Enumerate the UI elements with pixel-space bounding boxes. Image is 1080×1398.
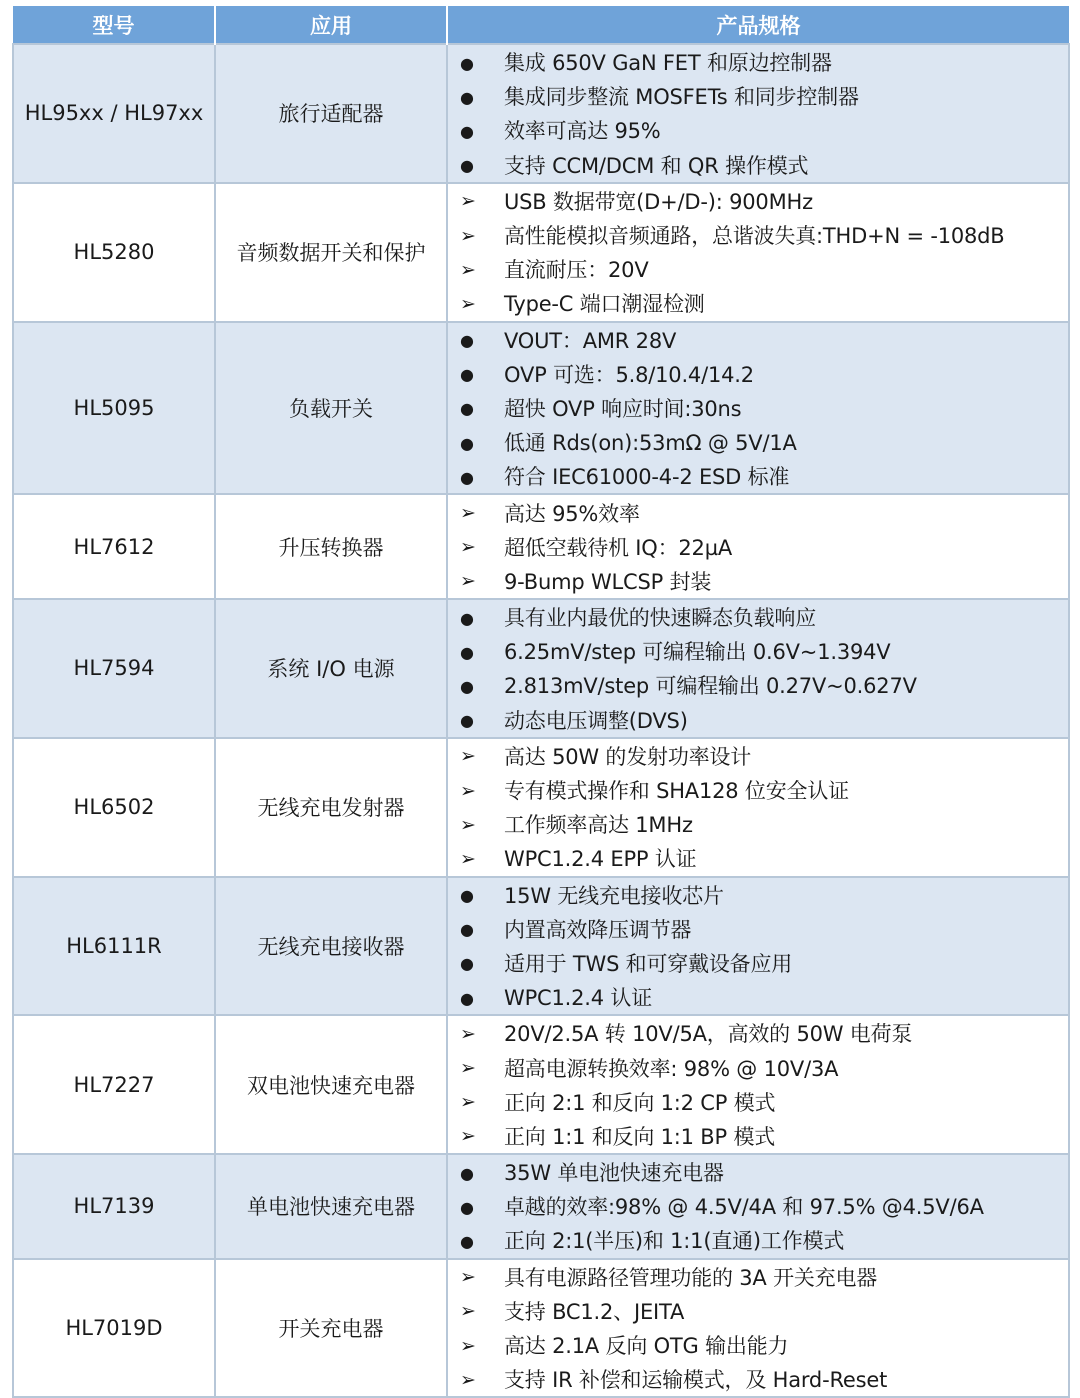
spec-text: 2.813mV/step 可编程输出 0.27V~0.627V	[504, 674, 917, 699]
arrow-bullet-icon	[448, 225, 504, 246]
spec-text: 6.25mV/step 可编程输出 0.6V~1.394V	[504, 640, 891, 665]
spec-text: 支持 CCM/DCM 和 QR 操作模式	[504, 153, 809, 178]
spec-text: 直流耐压：20V	[504, 258, 649, 283]
spec-item	[448, 1085, 1068, 1119]
application-cell: 升压转换器	[215, 494, 447, 599]
bullet-icon	[448, 952, 504, 973]
spec-text: WPC1.2.4 EPP 认证	[504, 847, 697, 872]
arrow-bullet-icon	[448, 1369, 504, 1390]
spec-text: WPC1.2.4 认证	[504, 986, 652, 1011]
spec-text: 35W 单电池快速充电器	[504, 1161, 724, 1186]
spec-text: 支持 BC1.2、JEITA	[504, 1299, 685, 1324]
table-row	[13, 877, 1069, 1016]
spec-item	[448, 878, 1068, 912]
table-row	[13, 494, 1069, 599]
spec-item	[448, 1362, 1068, 1396]
header-specs: 产品规格	[447, 6, 1069, 44]
bullet-icon	[448, 329, 504, 350]
bullet-icon	[448, 987, 504, 1008]
table-row	[13, 599, 1069, 738]
bullet-icon	[448, 1230, 504, 1251]
spec-text: 集成同步整流 MOSFETs 和同步控制器	[504, 85, 859, 110]
table-row	[13, 1154, 1069, 1259]
model-cell: HL95xx / HL97xx	[13, 44, 215, 183]
specs-cell	[447, 738, 1069, 877]
spec-text: 具有电源路径管理功能的 3A 开关充电器	[504, 1265, 878, 1290]
model-cell: HL7139	[13, 1154, 215, 1259]
spec-item	[448, 1016, 1068, 1050]
spec-item	[448, 807, 1068, 841]
spec-item	[448, 600, 1068, 634]
arrow-bullet-icon	[448, 1023, 504, 1044]
model-cell: HL7227	[13, 1015, 215, 1154]
arrow-bullet-icon	[448, 502, 504, 523]
bullet-icon	[448, 1162, 504, 1183]
spec-item	[448, 323, 1068, 357]
header-model: 型号	[13, 6, 215, 44]
spec-text: 效率可高达 95%	[504, 119, 661, 144]
arrow-bullet-icon	[448, 1335, 504, 1356]
model-cell: HL5095	[13, 322, 215, 495]
application-cell: 负载开关	[215, 322, 447, 495]
spec-text: 低通 Rds(on):53mΩ @ 5V/1A	[504, 431, 797, 456]
arrow-bullet-icon	[448, 848, 504, 869]
spec-item	[448, 148, 1068, 182]
spec-item	[448, 1223, 1068, 1257]
bullet-icon	[448, 432, 504, 453]
spec-text: 正向 2:1(半压)和 1:1(直通)工作模式	[504, 1229, 845, 1254]
arrow-bullet-icon	[448, 259, 504, 280]
spec-item	[448, 79, 1068, 113]
spec-text: 超低空载待机 IQ：22µA	[504, 535, 733, 560]
spec-item	[448, 1050, 1068, 1084]
bullet-icon	[448, 120, 504, 141]
header-row	[13, 6, 1069, 44]
spec-text: 高达 95%效率	[504, 501, 640, 526]
spec-text: 内置高效降压调节器	[504, 917, 692, 942]
spec-item	[448, 459, 1068, 493]
spec-item	[448, 391, 1068, 425]
specs-cell	[447, 877, 1069, 1016]
model-cell: HL6502	[13, 738, 215, 877]
specs-cell	[447, 44, 1069, 183]
spec-item	[448, 912, 1068, 946]
spec-text: 高性能模拟音频通路，总谐波失真:THD+N = -108dB	[504, 224, 1005, 249]
bullet-icon	[448, 154, 504, 175]
spec-item	[448, 425, 1068, 459]
spec-item	[448, 773, 1068, 807]
table-row	[13, 1015, 1069, 1154]
bullet-icon	[448, 363, 504, 384]
table-body	[13, 44, 1069, 1397]
arrow-bullet-icon	[448, 293, 504, 314]
arrow-bullet-icon	[448, 814, 504, 835]
spec-text: 正向 1:1 和反向 1:1 BP 模式	[504, 1124, 776, 1149]
spec-text: USB 数据带宽(D+/D-): 900MHz	[504, 189, 813, 214]
spec-item	[448, 980, 1068, 1014]
spec-text: OVP 可选：5.8/10.4/14.2	[504, 362, 754, 387]
spec-text: 专有模式操作和 SHA128 位安全认证	[504, 779, 849, 804]
spec-item	[448, 703, 1068, 737]
spec-item	[448, 634, 1068, 668]
bullet-icon	[448, 641, 504, 662]
spec-item	[448, 1328, 1068, 1362]
table-row	[13, 44, 1069, 183]
spec-text: 9-Bump WLCSP 封装	[504, 569, 712, 594]
application-cell: 双电池快速充电器	[215, 1015, 447, 1154]
specs-cell	[447, 322, 1069, 495]
spec-item	[448, 1189, 1068, 1223]
table-row	[13, 738, 1069, 877]
arrow-bullet-icon	[448, 570, 504, 591]
spec-item	[448, 252, 1068, 286]
arrow-bullet-icon	[448, 536, 504, 557]
product-table	[12, 6, 1070, 1398]
arrow-bullet-icon	[448, 780, 504, 801]
spec-item	[448, 218, 1068, 252]
bullet-icon	[448, 466, 504, 487]
model-cell: HL7019D	[13, 1259, 215, 1398]
spec-text: 20V/2.5A 转 10V/5A，高效的 50W 电荷泵	[504, 1022, 913, 1047]
spec-item	[448, 1260, 1068, 1294]
spec-text: 适用于 TWS 和可穿戴设备应用	[504, 951, 793, 976]
spec-text: 动态电压调整(DVS)	[504, 708, 688, 733]
bullet-icon	[448, 397, 504, 418]
application-cell: 单电池快速充电器	[215, 1154, 447, 1259]
specs-cell	[447, 1154, 1069, 1259]
model-cell: HL6111R	[13, 877, 215, 1016]
arrow-bullet-icon	[448, 1300, 504, 1321]
spec-item	[448, 668, 1068, 702]
spec-item	[448, 564, 1068, 598]
specs-cell	[447, 1015, 1069, 1154]
spec-text: 超高电源转换效率: 98% @ 10V/3A	[504, 1056, 839, 1081]
spec-item	[448, 495, 1068, 529]
spec-text: VOUT：AMR 28V	[504, 328, 677, 353]
arrow-bullet-icon	[448, 1125, 504, 1146]
bullet-icon	[448, 918, 504, 939]
spec-item	[448, 286, 1068, 320]
application-cell: 开关充电器	[215, 1259, 447, 1398]
spec-text: 工作频率高达 1MHz	[504, 813, 693, 838]
spec-item	[448, 184, 1068, 218]
specs-cell	[447, 183, 1069, 322]
spec-text: 支持 IR 补偿和运输模式，及 Hard-Reset	[504, 1368, 888, 1393]
spec-text: 卓越的效率:98% @ 4.5V/4A 和 97.5% @4.5V/6A	[504, 1195, 984, 1220]
bullet-icon	[448, 607, 504, 628]
specs-cell	[447, 1259, 1069, 1398]
spec-text: 集成 650V GaN FET 和原边控制器	[504, 51, 832, 76]
spec-item	[448, 739, 1068, 773]
spec-item	[448, 113, 1068, 147]
specs-cell	[447, 494, 1069, 599]
bullet-icon	[448, 709, 504, 730]
bullet-icon	[448, 675, 504, 696]
spec-text: 高达 50W 的发射功率设计	[504, 744, 752, 769]
model-cell: HL7612	[13, 494, 215, 599]
model-cell: HL7594	[13, 599, 215, 738]
table-row	[13, 183, 1069, 322]
header-application: 应用	[215, 6, 447, 44]
spec-text: 符合 IEC61000-4-2 ESD 标准	[504, 465, 790, 490]
spec-item	[448, 357, 1068, 391]
model-cell: HL5280	[13, 183, 215, 322]
application-cell: 无线充电发射器	[215, 738, 447, 877]
spec-item	[448, 530, 1068, 564]
spec-item	[448, 841, 1068, 875]
arrow-bullet-icon	[448, 1266, 504, 1287]
arrow-bullet-icon	[448, 745, 504, 766]
bullet-icon	[448, 884, 504, 905]
spec-item	[448, 1294, 1068, 1328]
spec-text: 高达 2.1A 反向 OTG 输出能力	[504, 1334, 789, 1359]
specs-cell	[447, 599, 1069, 738]
application-cell: 音频数据开关和保护	[215, 183, 447, 322]
spec-item	[448, 1119, 1068, 1153]
spec-text: Type-C 端口潮湿检测	[504, 292, 705, 317]
spec-text: 超快 OVP 响应时间:30ns	[504, 396, 742, 421]
arrow-bullet-icon	[448, 1091, 504, 1112]
arrow-bullet-icon	[448, 1057, 504, 1078]
table-row	[13, 322, 1069, 495]
table-row	[13, 1259, 1069, 1398]
bullet-icon	[448, 52, 504, 73]
bullet-icon	[448, 86, 504, 107]
application-cell: 无线充电接收器	[215, 877, 447, 1016]
bullet-icon	[448, 1196, 504, 1217]
application-cell: 旅行适配器	[215, 44, 447, 183]
spec-item	[448, 946, 1068, 980]
spec-text: 15W 无线充电接收芯片	[504, 883, 724, 908]
spec-item	[448, 45, 1068, 79]
spec-text: 正向 2:1 和反向 1:2 CP 模式	[504, 1090, 776, 1115]
spec-item	[448, 1155, 1068, 1189]
application-cell: 系统 I/O 电源	[215, 599, 447, 738]
arrow-bullet-icon	[448, 190, 504, 211]
spec-text: 具有业内最优的快速瞬态负载响应	[504, 606, 816, 631]
